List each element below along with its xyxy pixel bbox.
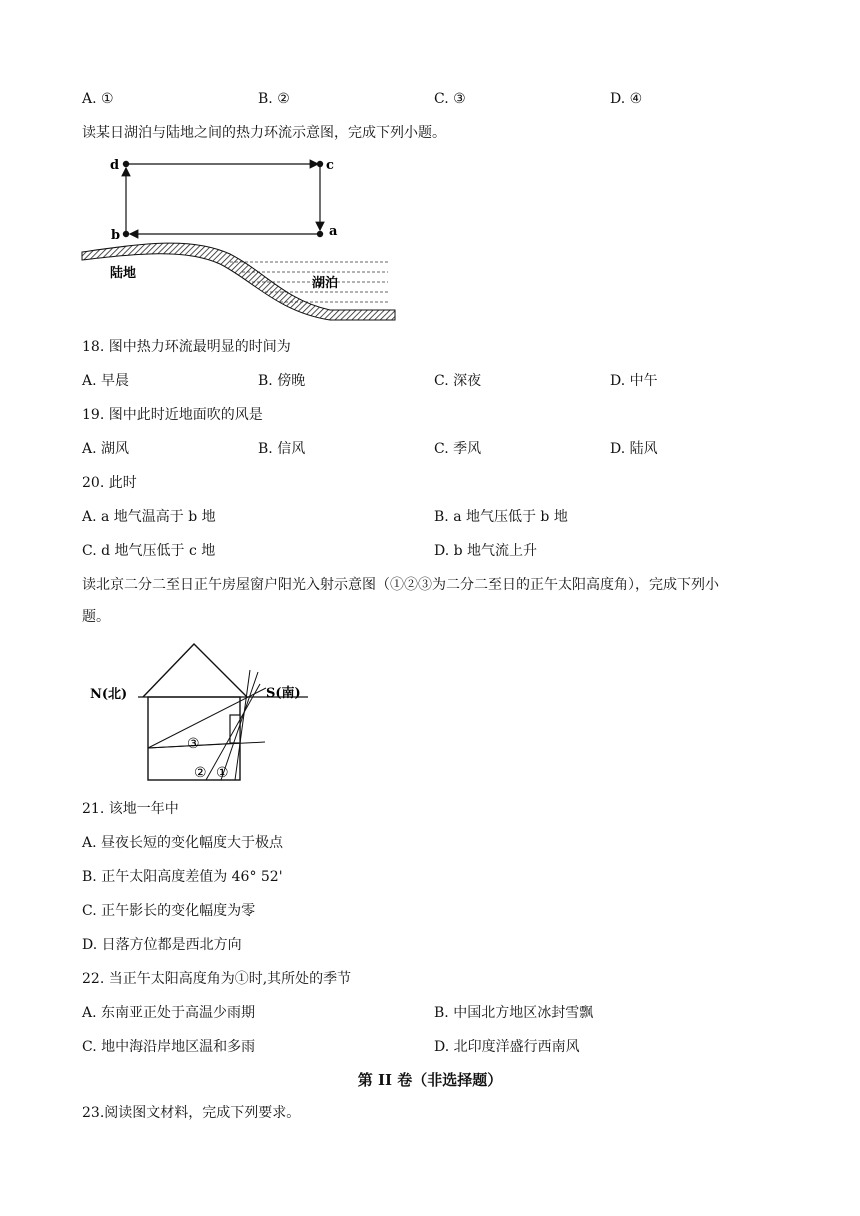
q19-option-c: C. 季风 bbox=[434, 441, 482, 457]
angle-1-label: ① bbox=[216, 765, 229, 781]
q18-option-c: C. 深夜 bbox=[434, 373, 482, 389]
q20-option-b: B. a 地气压低于 b 地 bbox=[434, 509, 568, 525]
q20-stem: 20. 此时 bbox=[82, 475, 137, 491]
q22-stem: 22. 当正午太阳高度角为①时,其所处的季节 bbox=[82, 971, 352, 987]
q19-option-b: B. 信风 bbox=[258, 441, 306, 457]
q19-option-d: D. 陆风 bbox=[610, 441, 658, 457]
north-label: N(北) bbox=[90, 687, 128, 702]
south-label: S(南) bbox=[266, 686, 301, 701]
q22-option-a: A. 东南亚正处于高温少雨期 bbox=[82, 1005, 256, 1021]
q17-option-a: A. ① bbox=[82, 91, 114, 107]
q18-option-b: B. 傍晚 bbox=[258, 373, 306, 389]
q21-stem: 21. 该地一年中 bbox=[82, 801, 179, 817]
q18-option-d: D. 中午 bbox=[610, 373, 658, 389]
q17-option-b: B. ② bbox=[258, 91, 290, 107]
angle-2-label: ② bbox=[194, 765, 207, 781]
q19-option-a: A. 湖风 bbox=[82, 441, 130, 457]
q22-option-d: D. 北印度洋盛行西南风 bbox=[434, 1039, 580, 1055]
angle-3-label: ③ bbox=[187, 736, 200, 752]
label-land: 陆地 bbox=[110, 266, 137, 281]
q21-option-c: C. 正午影长的变化幅度为零 bbox=[82, 903, 256, 919]
q20-option-d: D. b 地气流上升 bbox=[434, 543, 538, 559]
intro-beijing-sunlight: 读北京二分二至日正午房屋窗户阳光入射示意图（①②③为二分二至日的正午太阳高度角），完成下列小 bbox=[82, 577, 719, 593]
q23-stem: 23.阅读图文材料，完成下列要求。 bbox=[82, 1105, 301, 1121]
q20-option-a: A. a 地气温高于 b 地 bbox=[82, 509, 216, 525]
q21-option-b: B. 正午太阳高度差值为 46° 52' bbox=[82, 869, 283, 885]
q21-option-d: D. 日落方位都是西北方向 bbox=[82, 937, 242, 953]
section-title: 第 II 卷（非选择题） bbox=[357, 1071, 503, 1089]
q17-option-c: C. ③ bbox=[434, 91, 466, 107]
label-c: c bbox=[326, 158, 334, 173]
label-b: b bbox=[111, 228, 121, 243]
point-b bbox=[123, 231, 129, 237]
thermal-circulation-figure bbox=[80, 150, 400, 325]
q21-option-a: A. 昼夜长短的变化幅度大于极点 bbox=[82, 835, 284, 851]
label-d: d bbox=[110, 158, 120, 173]
intro-beijing-sunlight-cont: 题。 bbox=[82, 609, 110, 625]
q18-stem: 18. 图中热力环流最明显的时间为 bbox=[82, 339, 291, 355]
q22-option-b: B. 中国北方地区冰封雪飘 bbox=[434, 1005, 594, 1021]
point-a bbox=[317, 231, 323, 237]
point-c bbox=[317, 161, 323, 167]
q17-option-d: D. ④ bbox=[610, 91, 643, 107]
label-lake: 湖泊 bbox=[312, 276, 339, 291]
q22-option-c: C. 地中海沿岸地区温和多雨 bbox=[82, 1039, 256, 1055]
q20-option-c: C. d 地气压低于 c 地 bbox=[82, 543, 216, 559]
label-a: a bbox=[329, 224, 338, 239]
point-d bbox=[123, 161, 129, 167]
intro-thermal-circulation: 读某日湖泊与陆地之间的热力环流示意图，完成下列小题。 bbox=[82, 125, 446, 141]
q19-stem: 19. 图中此时近地面吹的风是 bbox=[82, 407, 263, 423]
q18-option-a: A. 早晨 bbox=[82, 373, 130, 389]
house-sunlight-figure bbox=[90, 640, 320, 785]
